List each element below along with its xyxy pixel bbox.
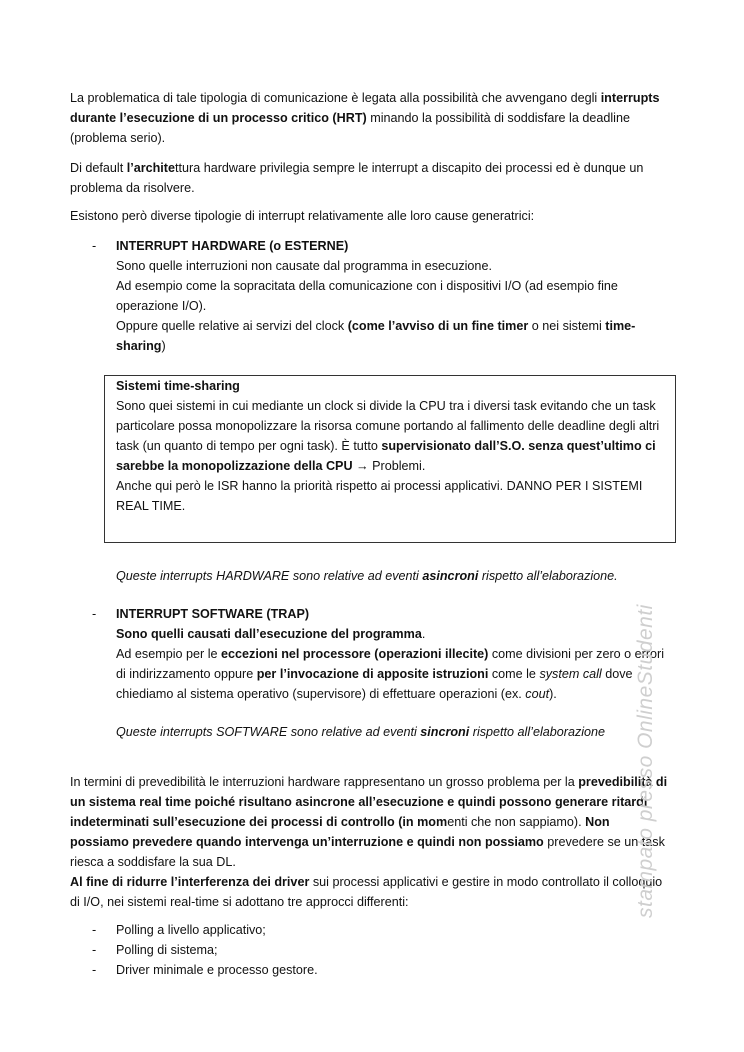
list-item: Polling di sistema;	[116, 943, 218, 957]
text: .	[421, 627, 426, 641]
info-box-time-sharing	[104, 375, 676, 543]
text: come divisioni per zero o errori di indirizzamento oppure	[116, 647, 665, 681]
list-bullet: -	[92, 963, 97, 977]
bold-text: Sono quelli causati dall’esecuzione del programma	[116, 627, 422, 641]
text: Sono quei sistemi in cui mediante un clock si divide la CPU tra i diversi task evitando che un task particolare possa monopolizzare la risorsa comune portando al fallimento delle deadline degli altri task (un quanto di tempo per ogni task). È tutto	[116, 399, 660, 453]
item-title: INTERRUPT SOFTWARE (TRAP)	[116, 607, 310, 621]
list-item: Driver minimale e processo gestore.	[116, 963, 318, 977]
bold-text: Non possiamo prevedere quando intervenga un’interruzione e quindi non possiamo	[70, 815, 610, 849]
text: sui processi applicativi e gestire in modo controllato il colloquio di I/O, nei sistemi real-time si adottano tre approcci differenti:	[70, 875, 663, 909]
text: come le	[488, 667, 540, 681]
bold-text: l’archite	[126, 161, 175, 175]
text: Sono quelle interruzioni non causate dal programma in esecuzione.	[116, 259, 492, 273]
text: rispetto all’elaborazione	[469, 725, 606, 739]
text: )	[161, 339, 166, 353]
text: Di default	[70, 161, 127, 175]
bold-text: per l’invocazione di apposite istruzioni	[256, 667, 489, 681]
bold-text: (come l’avviso di un fine timer	[347, 319, 529, 333]
box-title: Sistemi time-sharing	[116, 379, 240, 393]
text: ttura hardware privilegia sempre le interrupt a discapito dei processi ed è dunque un problema da risolvere.	[70, 161, 644, 195]
text: Queste interrupts SOFTWARE sono relative ad eventi	[116, 725, 421, 739]
list-bullet: -	[92, 239, 97, 253]
bold-text: interrupts durante l’esecuzione di un processo critico (HRT)	[70, 91, 660, 125]
text: dove chiediamo al sistema operativo (supervisore) di effettuare operazioni (ex.	[116, 667, 633, 701]
text: ).	[549, 687, 557, 701]
paragraph-default	[70, 158, 670, 198]
text: Problemi.	[372, 459, 426, 473]
software-note	[116, 722, 676, 742]
list-item-hardware	[116, 236, 676, 356]
bold-text: Al fine di ridurre l’interferenza dei driver	[70, 875, 310, 889]
text: o nei sistemi	[528, 319, 606, 333]
italic-text: system call	[539, 667, 602, 681]
italic-text: cout	[525, 687, 550, 701]
text: In termini di prevedibilità le interruzioni hardware rappresentano un grosso problema per la	[70, 775, 579, 789]
paragraph-predictability	[70, 772, 670, 872]
list-bullet: -	[92, 943, 97, 957]
text: La problematica di tale tipologia di comunicazione è legata alla possibilità che avvengano degli	[70, 91, 601, 105]
text: Anche qui però le ISR hanno la priorità rispetto ai processi applicativi. DANNO PER I SISTEMI REAL TIME.	[116, 479, 643, 513]
list-bullet: -	[92, 607, 97, 621]
bold-text: eccezioni nel processore (operazioni illecite)	[221, 647, 489, 661]
list-item: Polling a livello applicativo;	[116, 923, 266, 937]
text: rispetto all’elaborazione.	[478, 569, 618, 583]
text: enti che non sappiamo).	[447, 815, 586, 829]
text: Ad esempio come la sopracitata della comunicazione con i dispositivi I/O (ad esempio fine operazione I/O).	[116, 279, 618, 313]
paragraph-types: Esistono però diverse tipologie di interrupt relativamente alle loro cause generatrici:	[70, 209, 535, 223]
text: Ad esempio per le	[116, 647, 222, 661]
list-bullet: -	[92, 923, 97, 937]
paragraph-problem	[70, 88, 670, 148]
bold-text: time-sharing	[116, 319, 636, 353]
bold-text: prevedibilità di un sistema real time poiché risultano asincrone all’esecuzione e quindi possono generare ritardi indeterminati sull’esecuzione dei processi di controllo (in mom	[70, 775, 668, 829]
bold-text: sincroni	[420, 725, 470, 739]
hardware-note	[116, 566, 676, 586]
arrow-icon: →	[352, 459, 373, 473]
text: Oppure quelle relative ai servizi del clock	[116, 319, 348, 333]
text: prevedere se un task riesca a soddisfare la sua DL.	[70, 835, 665, 869]
bold-text: supervisionato dall’S.O. senza quest’ultimo ci sarebbe la monopolizzazione della CPU	[116, 439, 656, 473]
list-item-software	[116, 604, 676, 704]
text: minando la possibilità di soddisfare la deadline (problema serio).	[70, 111, 630, 145]
paragraph-drivers	[70, 872, 670, 912]
bold-text: asincroni	[422, 569, 479, 583]
item-title: INTERRUPT HARDWARE (o ESTERNE)	[116, 239, 349, 253]
watermark: stampato presso OnlineStudenti	[634, 604, 657, 918]
text: Queste interrupts HARDWARE sono relative ad eventi	[116, 569, 423, 583]
